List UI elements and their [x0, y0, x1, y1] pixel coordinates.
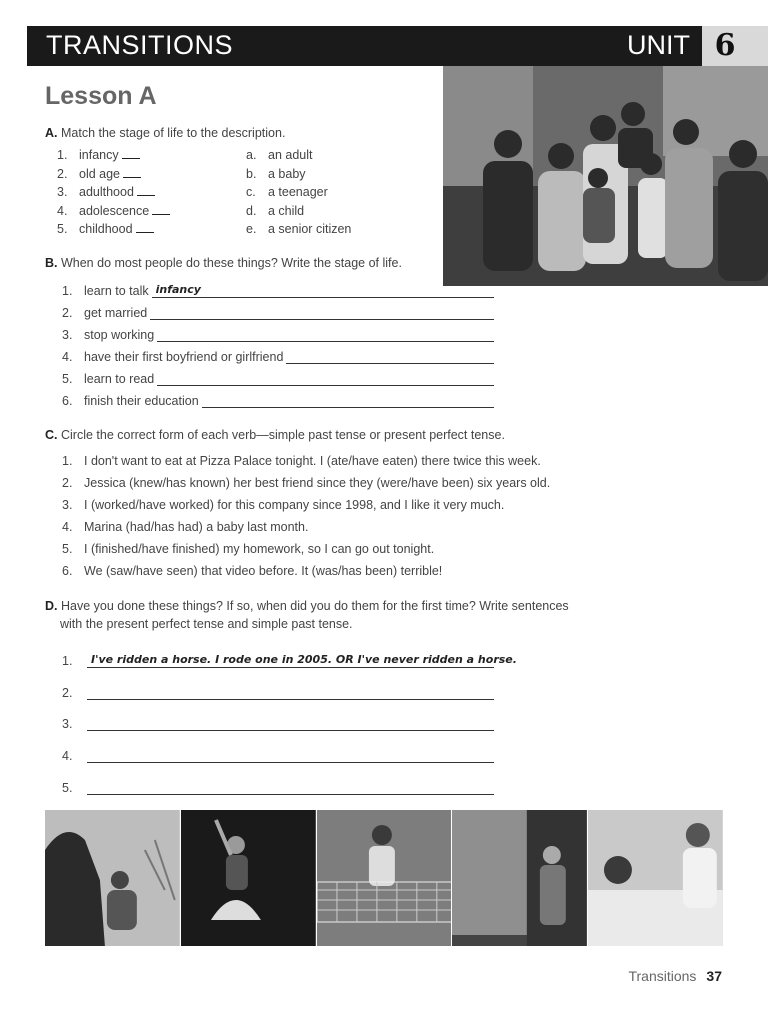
section-b-item: 1. learn to talk infancy — [62, 278, 494, 298]
section-c-item: 5. I (finished/have finished) my homework, so I can go out tonight. — [62, 542, 435, 556]
answer-blank[interactable] — [152, 204, 170, 215]
section-c-item: 4. Marina (had/has had) a baby last month. — [62, 520, 309, 534]
section-d-text-1: Have you done these things? If so, when did you do them for the first time? Write sentences — [60, 599, 569, 613]
answer-line[interactable] — [286, 351, 494, 364]
handwritten-answer: infancy — [155, 283, 201, 296]
page-number: 37 — [706, 968, 722, 984]
dancer-photo — [181, 810, 316, 946]
answer-line[interactable] — [87, 653, 517, 668]
match-left-item: 5. childhood — [57, 222, 170, 241]
section-d-instruction-2: with the present perfect tense and simple past tense. — [60, 617, 353, 631]
answer-line[interactable] — [202, 395, 494, 408]
footer-label: Transitions — [628, 968, 697, 984]
answer-line[interactable] — [87, 750, 494, 763]
section-d-item: 1. I've ridden a horse. I rode one in 2005. OR I've never ridden a horse. — [62, 653, 517, 668]
section-b-item: 3. stop working — [62, 322, 494, 342]
answer-line[interactable] — [87, 718, 494, 731]
answer-blank[interactable] — [123, 167, 141, 178]
section-b-instruction — [45, 256, 402, 270]
section-d-instruction — [45, 599, 569, 613]
lesson-title: Lesson A — [45, 82, 157, 110]
answer-blank[interactable] — [137, 185, 155, 196]
match-right-item: b. a baby — [246, 166, 306, 181]
activity-photo-strip — [45, 810, 723, 946]
match-left-item: 4. adolescence — [57, 204, 170, 223]
section-c-item: 3. I (worked/have worked) for this company since 1998, and I like it very much. — [62, 498, 505, 512]
section-d-item: 3. — [62, 711, 494, 731]
answer-line[interactable] — [157, 329, 494, 342]
match-right-item: e. a senior citizen — [246, 222, 352, 236]
section-d-item: 4. — [62, 743, 494, 763]
match-left-list — [57, 148, 170, 241]
answer-line[interactable] — [157, 373, 494, 386]
section-c-letter: C. — [45, 428, 58, 442]
unit-number: 6 — [714, 28, 736, 63]
section-b-letter: B. — [45, 256, 58, 270]
page-footer — [628, 968, 722, 984]
header-unit-label: UNIT — [627, 30, 690, 60]
match-right-item: d. a child — [246, 203, 305, 218]
tennis-player-photo — [317, 810, 452, 946]
section-a-letter: A. — [45, 126, 58, 140]
family-photo — [443, 66, 768, 286]
answer-blank[interactable] — [136, 222, 154, 233]
section-a-text: Match the stage of life to the description. — [60, 126, 286, 140]
section-b-text: When do most people do these things? Write the stage of life. — [60, 256, 402, 270]
unit-header-bar — [27, 26, 702, 66]
match-right-list — [246, 148, 351, 241]
section-c-text: Circle the correct form of each verb—simple past tense or present perfect tense. — [60, 428, 505, 442]
section-b-item: 2. get married — [62, 300, 494, 320]
match-left-item: 3. adulthood — [57, 185, 170, 204]
unit-number-box — [702, 26, 768, 66]
answer-line[interactable] — [87, 687, 494, 700]
woman-with-tv-photo — [452, 810, 587, 946]
answer-line[interactable] — [87, 782, 494, 795]
answer-blank[interactable] — [122, 148, 140, 159]
match-left-item: 1. infancy — [57, 148, 170, 167]
hospital-mother-photo — [588, 810, 723, 946]
section-c-item: 6. We (saw/have seen) that video before. It (was/has been) terrible! — [62, 564, 443, 578]
horse-riding-photo — [45, 810, 180, 946]
section-d-item: 5. — [62, 775, 494, 795]
match-right-item: a. an adult — [246, 148, 313, 162]
section-c-item: 1. I don't want to eat at Pizza Palace tonight. I (ate/have eaten) there twice this week. — [62, 454, 541, 468]
section-c-instruction — [45, 428, 505, 442]
section-b-item: 5. learn to read — [62, 366, 494, 386]
answer-line[interactable] — [152, 285, 494, 298]
handwritten-answer: I've ridden a horse. I rode one in 2005. OR I've never ridden a horse. — [91, 653, 517, 666]
header-title: TRANSITIONS — [46, 30, 234, 60]
match-left-item: 2. old age — [57, 167, 170, 186]
match-right-item: c. a teenager — [246, 185, 328, 199]
section-b-item: 4. have their first boyfriend or girlfriend — [62, 344, 494, 364]
answer-line[interactable] — [150, 307, 494, 320]
section-b-item: 6. finish their education — [62, 388, 494, 408]
section-d-letter: D. — [45, 599, 58, 613]
section-c-item: 2. Jessica (knew/has known) her best friend since they (were/have been) six years old. — [62, 476, 551, 490]
section-a-instruction — [45, 126, 285, 140]
section-d-item: 2. — [62, 680, 494, 700]
